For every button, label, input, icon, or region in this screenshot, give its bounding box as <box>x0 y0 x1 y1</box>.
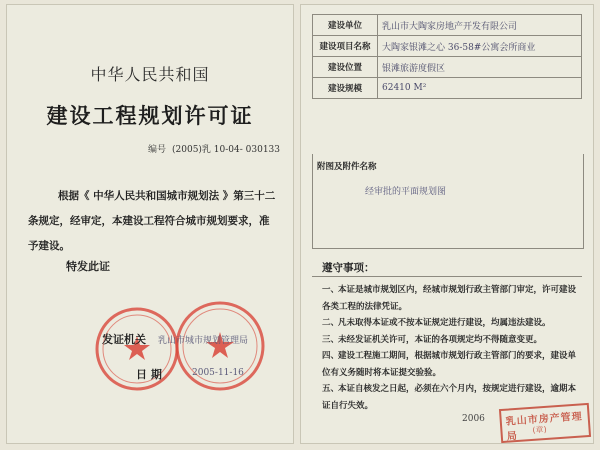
field-label: 建设规模 <box>313 78 378 99</box>
notes-list <box>322 282 580 414</box>
permit-number <box>148 142 280 155</box>
attachment-value: 经审批的平面规划图 <box>365 187 447 197</box>
note-text: 本证自核发之日起，必须在六个月内，按规定进行建设，逾期本证自行失效。 <box>322 384 577 411</box>
notes-title: 遵守事项： <box>322 262 375 274</box>
official-seal-right <box>174 300 266 392</box>
special-issue-text: 特发此证 <box>66 260 110 273</box>
notes-divider <box>312 276 582 277</box>
permit-title: 建设工程规划许可证 <box>46 104 254 128</box>
field-value: 银滩旅游度假区 <box>378 57 582 78</box>
field-label: 建设位置 <box>313 57 378 78</box>
attachment-label: 附图及附件名称 <box>317 162 377 172</box>
note-text: 凡未取得本证或不按本证规定进行建设，均属违法建设。 <box>338 318 551 328</box>
date-value: 2005-11-16 <box>192 368 244 378</box>
note-number: 五、 <box>322 384 340 394</box>
list-item <box>322 332 580 349</box>
permit-body-text: 根据《 中华人民共和国城市规划法 》第三十二条规定，经审定，本建设工程符合城市规划要求，准予建设。 <box>28 190 276 252</box>
date-label: 日 期 <box>136 368 162 381</box>
note-text: 本证是城市规划区内，经城市规划行政主管部门审定，许可建设各类工程的法律凭证。 <box>322 285 577 312</box>
permit-number-label: 编号 <box>147 145 166 155</box>
field-label: 建设单位 <box>313 15 378 36</box>
list-item <box>322 315 580 332</box>
issuer-label: 发证机关 <box>102 333 146 346</box>
project-info-table <box>312 14 582 99</box>
bureau-stamp <box>499 403 591 443</box>
handwritten-year: 2006 <box>462 414 485 424</box>
note-text: 未经发证机关许可，本证的各项规定均不得随意变更。 <box>338 334 543 345</box>
attachment-box <box>312 154 584 249</box>
note-text: 建设工程施工期间，根据城市规划行政主管部门的要求，建设单位有义务随时将本证提交验验。 <box>322 351 577 378</box>
issuer-value: 乳山市城市规划管理局 <box>158 336 249 346</box>
left-page <box>6 4 294 444</box>
country-name: 中华人民共和国 <box>90 65 210 84</box>
bureau-stamp-sub: (章) <box>532 424 548 435</box>
field-label: 建设项目名称 <box>313 36 378 57</box>
note-number: 二、 <box>322 318 340 328</box>
note-number: 三、 <box>322 334 340 345</box>
permit-number-value: (2005)乳 10-04- 030133 <box>172 145 280 155</box>
table-row <box>313 36 582 57</box>
table-row <box>313 15 582 36</box>
note-number: 一、 <box>322 285 340 295</box>
table-row <box>313 57 582 78</box>
field-value: 乳山市大陶家房地产开发有限公司 <box>378 15 582 36</box>
right-page <box>300 4 594 444</box>
field-value: 62410 M² <box>378 78 582 99</box>
list-item <box>322 348 580 381</box>
bureau-stamp-text: 乳山市房产管理局 <box>505 411 584 443</box>
table-row <box>313 78 582 99</box>
note-number: 四、 <box>322 351 340 361</box>
list-item <box>322 282 580 315</box>
field-value: 大陶家银滩之心 36-58#公寓会所商业 <box>378 36 582 57</box>
